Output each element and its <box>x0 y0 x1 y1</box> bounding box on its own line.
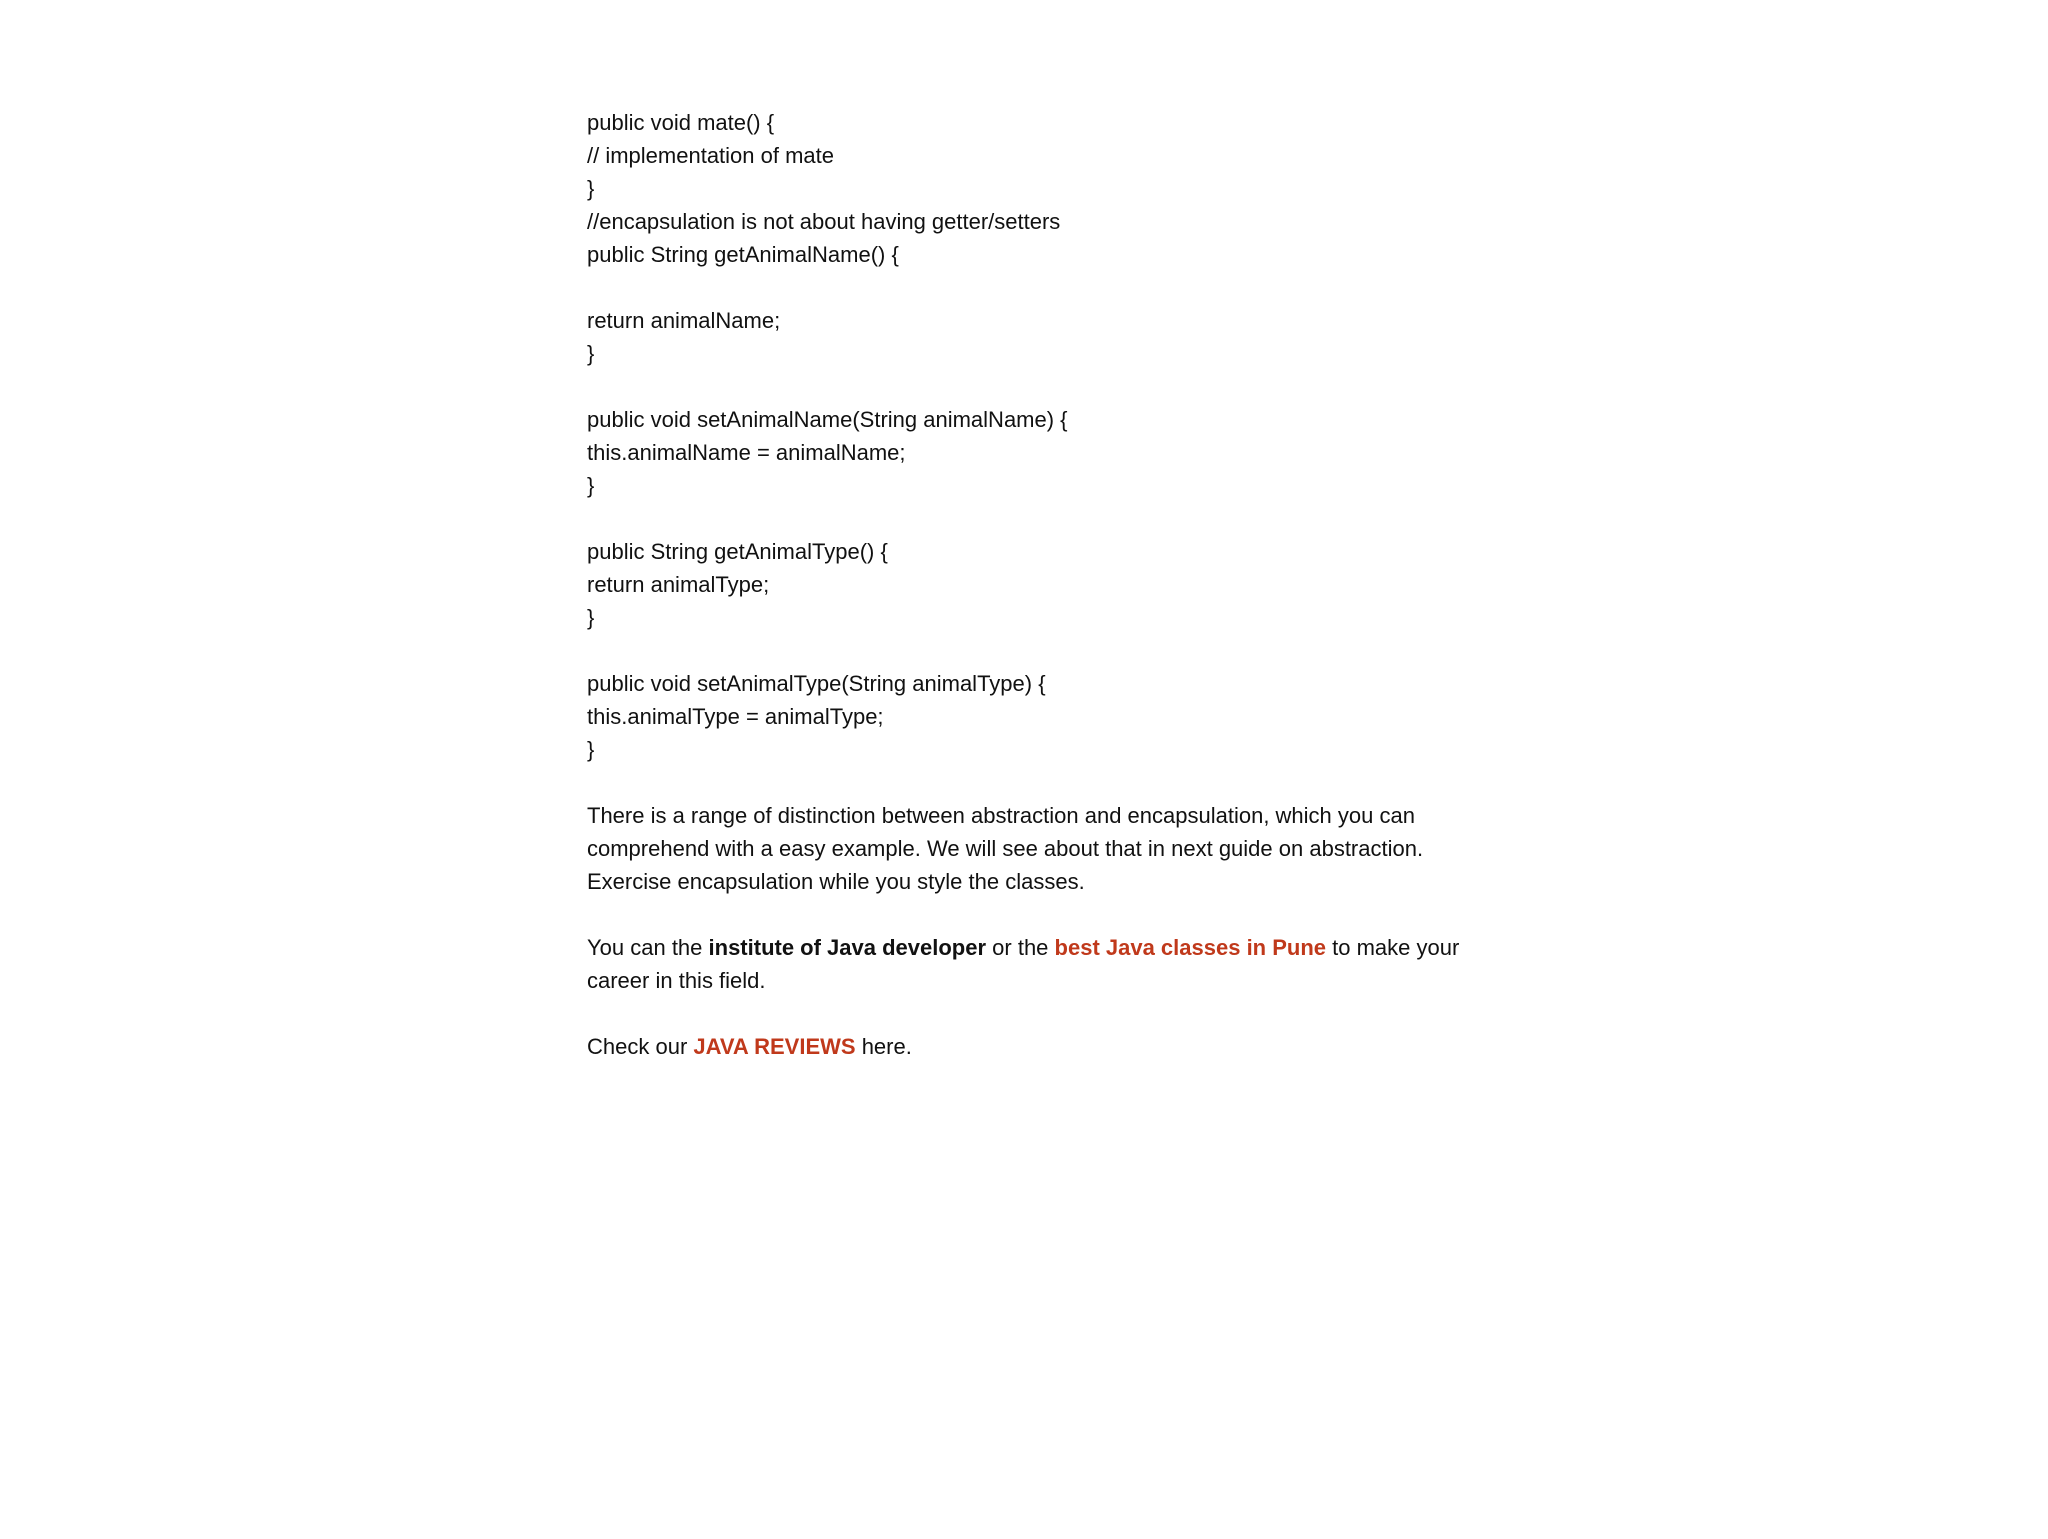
article-body <box>587 106 1487 1063</box>
paragraph-reviews <box>587 1030 1487 1063</box>
code-line: public void setAnimalType(String animalType) { <box>587 671 1046 696</box>
code-line: return animalName; <box>587 308 781 333</box>
code-line: return animalType; <box>587 572 770 597</box>
code-line: } <box>587 737 595 762</box>
code-line: //encapsulation is not about having getter/setters <box>587 209 1061 234</box>
paragraph-career <box>587 931 1487 997</box>
java-reviews-link[interactable]: JAVA REVIEWS <box>693 1034 856 1059</box>
code-line <box>587 271 1487 304</box>
reviews-suffix-text: here. <box>855 1034 912 1059</box>
code-line: public void setAnimalName(String animalName) { <box>587 407 1068 432</box>
reviews-prefix-text: Check our <box>587 1034 694 1059</box>
code-line: // implementation of mate <box>587 143 835 168</box>
career-prefix-text: You can the <box>587 935 709 960</box>
code-line: } <box>587 605 595 630</box>
code-line: } <box>587 341 595 366</box>
code-line: public String getAnimalName() { <box>587 242 899 267</box>
paragraph-distinction: There is a range of distinction between abstraction and encapsulation, which you can comprehend with a easy example. We will see about that in next guide on abstraction. Exercise encapsulation while you style the classes. <box>587 803 1424 894</box>
code-line: public void mate() { <box>587 110 775 135</box>
code-line: this.animalName = animalName; <box>587 440 906 465</box>
code-line <box>587 370 1487 403</box>
code-line: } <box>587 473 595 498</box>
code-line <box>587 634 1487 667</box>
career-suffix-text: to make your career in this field. <box>587 935 1460 993</box>
code-line: this.animalType = animalType; <box>587 704 884 729</box>
code-line: } <box>587 176 595 201</box>
career-middle-text: or the <box>986 935 1055 960</box>
code-snippet <box>587 106 1487 766</box>
institute-bold-text: institute of Java developer <box>708 935 987 960</box>
best-java-classes-link[interactable]: best Java classes in Pune <box>1054 935 1327 960</box>
code-line: public String getAnimalType() { <box>587 539 888 564</box>
code-line <box>587 502 1487 535</box>
